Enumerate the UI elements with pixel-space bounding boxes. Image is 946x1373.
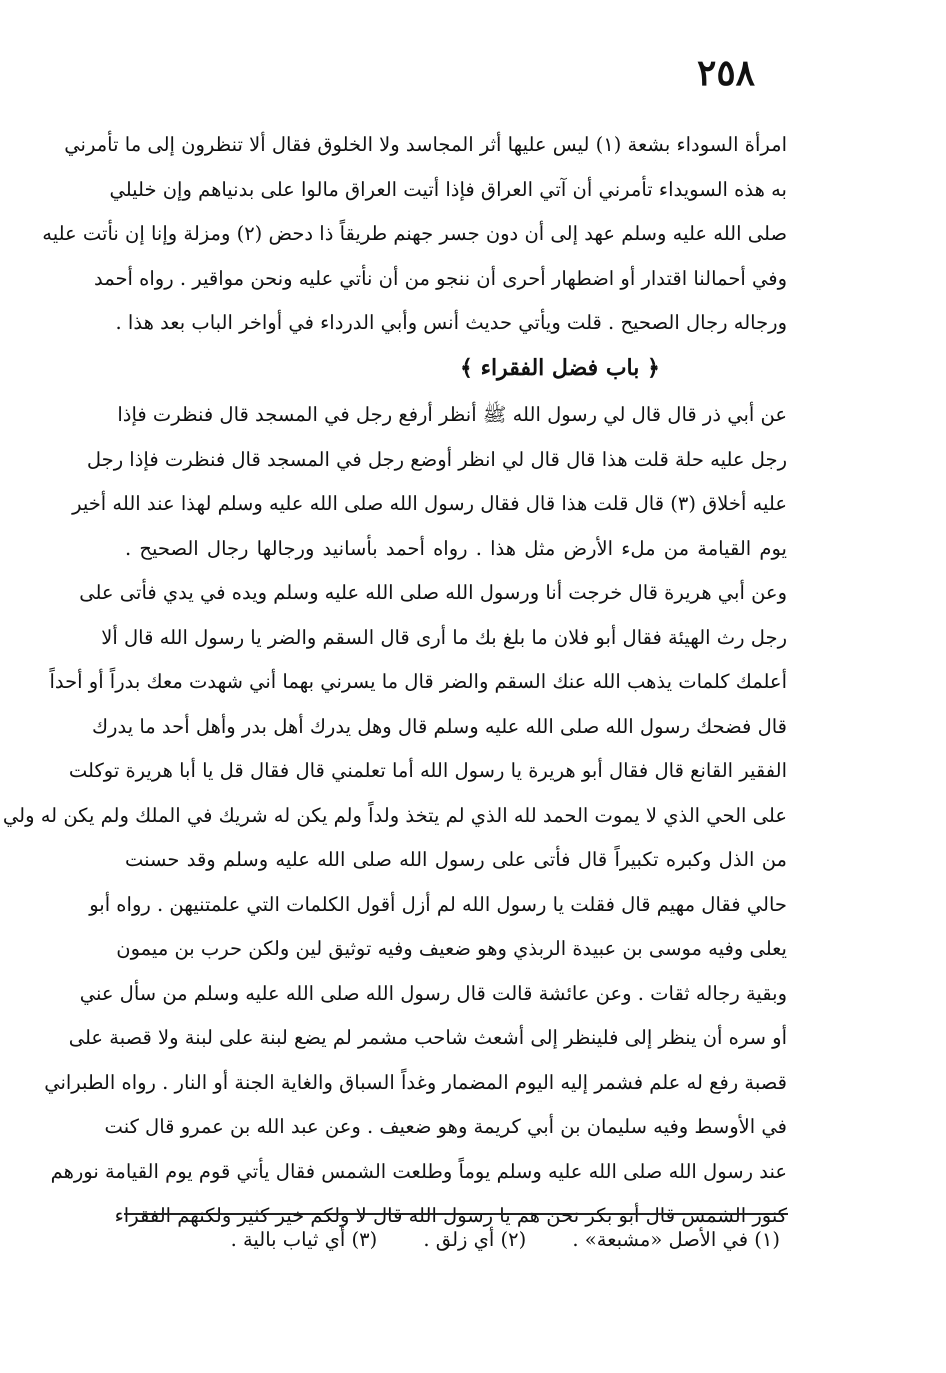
footnote-1: (١) في الأصل «مشبعة» .: [572, 1228, 780, 1251]
text-line: عليه أخلاق (٣) قال قلت هذا قال فقال رسول الله صلى الله عليه وسلم لهذا عند الله أخير: [72, 492, 787, 515]
text-line: من الذل وكبره تكبيراً قال فأتى على رسول الله صلى الله عليه وسلم وقد حسنت: [125, 848, 787, 871]
text-line: أو سره أن ينظر إلى فلينظر إلى أشعث شاحب مشمر لم يضع لبنة على لبنة ولا قصبة على: [68, 1026, 787, 1049]
text-line: في الأوسط وفيه سليمان بن أبي كريمة وهو ضعيف . وعن عبد الله بن عمرو قال كنت: [104, 1115, 787, 1138]
text-line: الفقير القانع قال فقال أبو هريرة يا رسول الله أما تعلمني قال فقال قل يا أبا هريرة توكلت: [68, 759, 787, 782]
text-line: قال فضحك رسول الله صلى الله عليه وسلم قال وهل يدرك أهل بدر وأهل أحد ما يدرك: [91, 714, 787, 738]
text-line: على الحي الذي لا يموت الحمد لله الذي لم يتخذ ولداً ولم يكن له شريك في الملك ولم يكن له ولي: [2, 803, 787, 827]
text-line: رجل عليه حلة قلت هذا قال قال لي انظر أوضع رجل في المسجد قال فنظرت فإذا رجل: [86, 447, 787, 471]
text-line: حالي فقال مهيم قال فقلت يا رسول الله لم أزل أقول الكلمات التي علمتنيهن . رواه أبو: [89, 892, 787, 916]
text-line: به هذه السويداء تأمرني أن آتي العراق فإذا أتيت العراق مالوا على بدنياهم وإن خليلي: [109, 177, 787, 201]
paragraph-2: [2, 393, 787, 1239]
text-line: أعلمك كلمات يذهب الله عنك السقم والضر قال ما يسرني بهما أني شهدت معك بدراً أو أحداً: [49, 670, 787, 693]
text-line: عن أبي ذر قال قال لي رسول الله ﷺ أنظر أرفع رجل في المسجد قال فنظرت فإذا: [117, 403, 787, 426]
text-line: وبقية رجاله ثقات . وعن عائشة قالت قال رسول الله صلى الله عليه وسلم من سأل عني: [79, 981, 787, 1005]
text-line: ورجاله رجال الصحيح . قلت ويأتي حديث أنس وأبي الدرداء في أواخر الباب بعد هذا .: [115, 311, 787, 334]
section-heading: ﴿ باب فضل الفقراء ﴾: [460, 355, 660, 381]
footnote-divider: [124, 1213, 788, 1215]
text-line: يعلى وفيه موسى بن عبيدة الربذي وهو ضعيف وفيه توثيق لين ولكن حرب بن ميمون: [116, 937, 787, 960]
text-line: صلى الله عليه وسلم عهد إلى أن دون جسر جهنم طريقاً ذا دحض (٢) ومزلة وإنا إن نأتت عليه: [42, 222, 787, 245]
footnote-3: (٣) أي ثياب بالية .: [230, 1228, 378, 1251]
footnotes: [160, 1220, 780, 1260]
text-line: وعن أبي هريرة قال خرجت أنا ورسول الله صلى الله عليه وسلم ويده في يدي فأتى على: [79, 581, 787, 604]
text-line: رجل رث الهيئة فقال أبو فلان ما بلغ بك ما أرى قال السقم والضر يا رسول الله قال ألا: [101, 625, 787, 649]
paragraph-1: [42, 123, 787, 346]
text-line: كنور الشمس قال أبو بكر نحن هم يا رسول الله قال لا ولكم خير كثير ولكنهم الفقراء: [114, 1204, 787, 1227]
text-line: وفي أحمالنا اقتدار أو اضطهار أحرى أن ننجو من أن نأتي عليه ونحن مواقير . رواه أحمد: [93, 266, 787, 290]
footnote-2: (٢) أي زلق .: [423, 1228, 527, 1251]
text-line: يوم القيامة من ملء الأرض مثل هذا . رواه أحمد بأسانيد ورجالها رجال الصحيح .: [125, 536, 787, 560]
text-line: امرأة السوداء بشعة (١) ليس عليها أثر المجاسد ولا الخلوق فقال ألا تنظرون إلى ما تأمرني: [64, 133, 787, 156]
text-line: عند رسول الله صلى الله عليه وسلم يوماً وطلعت الشمس فقال يأتي قوم يوم القيامة نورهم: [50, 1159, 787, 1183]
text-line: قصبة رفع له علم فشمر إليه اليوم المضمار وغداً السباق والغاية الجنة أو النار . رواه الطبراني: [44, 1070, 787, 1094]
page-number: ٢٥٨: [696, 52, 755, 94]
